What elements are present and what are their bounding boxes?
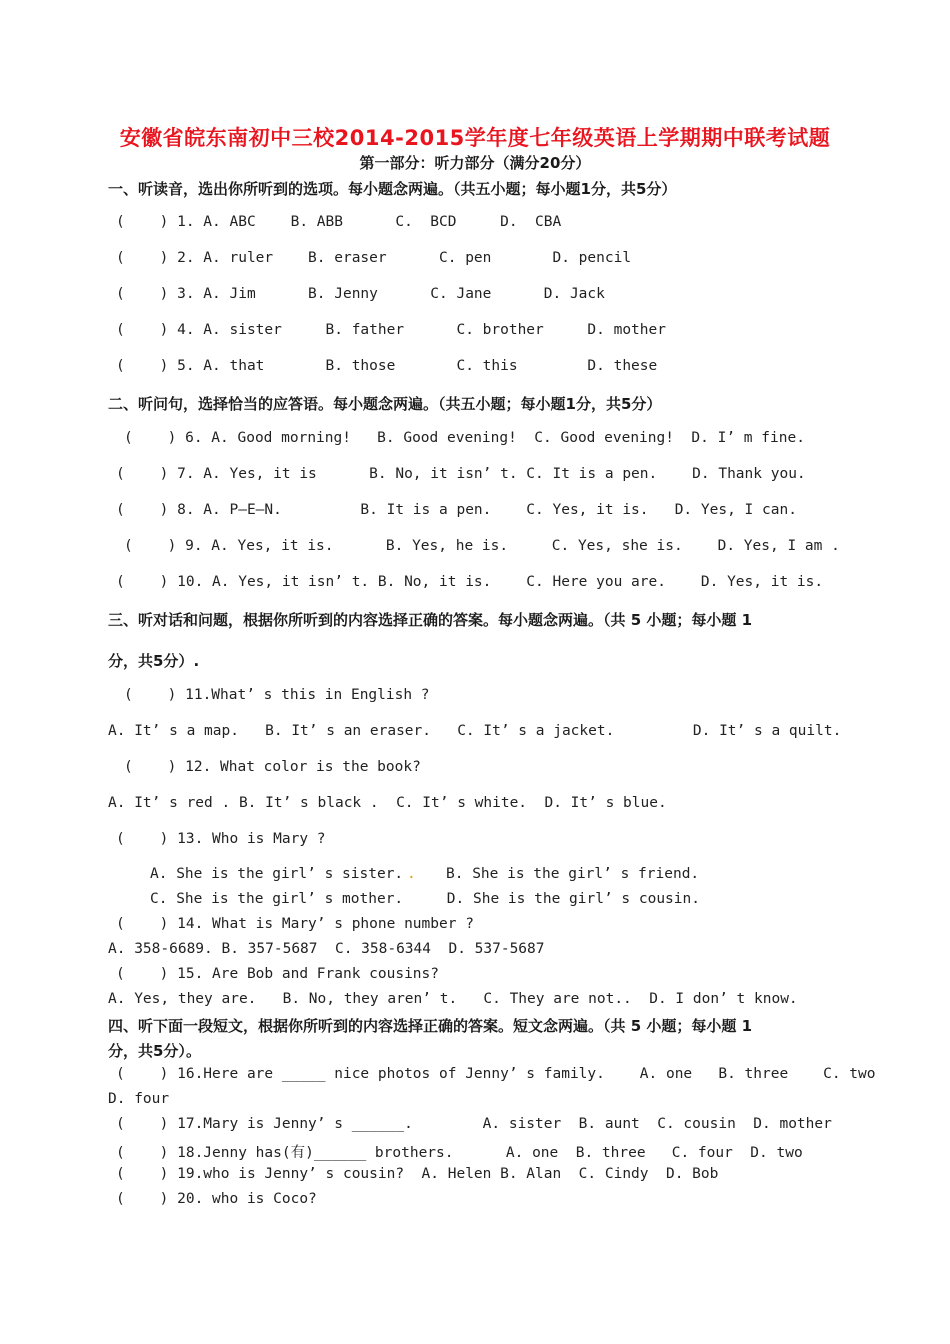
question-12-options: A. It’ s red . B. It’ s black . C. It’ s white. D. It’ s blue. bbox=[108, 795, 667, 811]
exam-title: 安徽省皖东南初中三校2014-2015学年度七年级英语上学期期中联考试题 bbox=[119, 126, 831, 150]
question-5: ( ) 5. A. that B. those C. this D. these bbox=[116, 358, 658, 374]
question-4: ( ) 4. A. sister B. father C. brother D. mother bbox=[116, 322, 666, 338]
question-15-options: A. Yes, they are. B. No, they aren’ t. C. They are not.. D. I don’ t know. bbox=[108, 991, 798, 1007]
question-19: ( ) 19.who is Jenny’ s cousin? A. Helen B. Alan C. Cindy D. Bob bbox=[116, 1166, 719, 1182]
question-13-options-cd: C. She is the girl’ s mother. D. She is the girl’ s cousin. bbox=[150, 891, 700, 907]
section-3-heading-cont: 分，共5分）. bbox=[108, 652, 200, 670]
question-18: ( ) 18.Jenny has(有)______ brothers. A. one B. three C. four D. two bbox=[116, 1145, 803, 1161]
question-20: ( ) 20. who is Coco? bbox=[116, 1191, 317, 1207]
question-1: ( ) 1. A. ABC B. ABB C. BCD D. CBA bbox=[116, 214, 562, 230]
question-16: ( ) 16.Here are _____ nice photos of Jenny’ s family. A. one B. three C. two bbox=[116, 1066, 876, 1082]
question-2: ( ) 2. A. ruler B. eraser C. pen D. pencil bbox=[116, 250, 632, 266]
question-13-option-b: B. She is the girl’ s friend. bbox=[446, 866, 700, 882]
section-1-heading: 一、听读音，选出你所听到的选项。每小题念两遍。（共五小题；每小题1分，共5分） bbox=[108, 180, 677, 198]
question-11: ( ) 11.What’ s this in English ? bbox=[124, 687, 430, 703]
question-17: ( ) 17.Mary is Jenny’ s ______. A. sister B. aunt C. cousin D. mother bbox=[116, 1116, 832, 1132]
part-one-heading: 第一部分：听力部分（满分20分） bbox=[359, 154, 591, 172]
section-4-heading: 四、听下面一段短文，根据你所听到的内容选择正确的答案。短文念两遍。（共 5 小题；每小题 1 bbox=[108, 1017, 753, 1035]
question-11-options: A. It’ s a map. B. It’ s an eraser. C. It’ s a jacket. D. It’ s a quilt. bbox=[108, 723, 842, 739]
question-15: ( ) 15. Are Bob and Frank cousins? bbox=[116, 966, 440, 982]
question-6: ( ) 6. A. Good morning! B. Good evening! C. Good evening! D. I’ m fine. bbox=[124, 430, 805, 446]
question-14: ( ) 14. What is Mary’ s phone number ? bbox=[116, 916, 474, 932]
question-16-options: D. four bbox=[108, 1091, 170, 1107]
question-10: ( ) 10. A. Yes, it isn’ t. B. No, it is. C. Here you are. D. Yes, it is. bbox=[116, 574, 824, 590]
question-14-options: A. 358-6689. B. 357-5687 C. 358-6344 D. 537-5687 bbox=[108, 941, 545, 957]
question-7: ( ) 7. A. Yes, it is B. No, it isn’ t. C. It is a pen. D. Thank you. bbox=[116, 466, 806, 482]
stray-dot: . bbox=[407, 866, 416, 882]
question-8: ( ) 8. A. P—E—N. B. It is a pen. C. Yes, it is. D. Yes, I can. bbox=[116, 502, 797, 518]
question-13-option-a: A. She is the girl’ s sister. bbox=[150, 866, 404, 882]
question-13: ( ) 13. Who is Mary ? bbox=[116, 831, 326, 847]
section-3-heading: 三、听对话和问题，根据你所听到的内容选择正确的答案。每小题念两遍。（共 5 小题；每小题 1 bbox=[108, 611, 753, 629]
question-9: ( ) 9. A. Yes, it is. B. Yes, he is. C. Yes, she is. D. Yes, I am . bbox=[124, 538, 840, 554]
question-12: ( ) 12. What color is the book? bbox=[124, 759, 421, 775]
section-2-heading: 二、听问句，选择恰当的应答语。每小题念两遍。（共五小题；每小题1分，共5分） bbox=[108, 395, 662, 413]
question-3: ( ) 3. A. Jim B. Jenny C. Jane D. Jack bbox=[116, 286, 605, 302]
section-4-heading-cont: 分，共5分）。 bbox=[108, 1042, 201, 1060]
